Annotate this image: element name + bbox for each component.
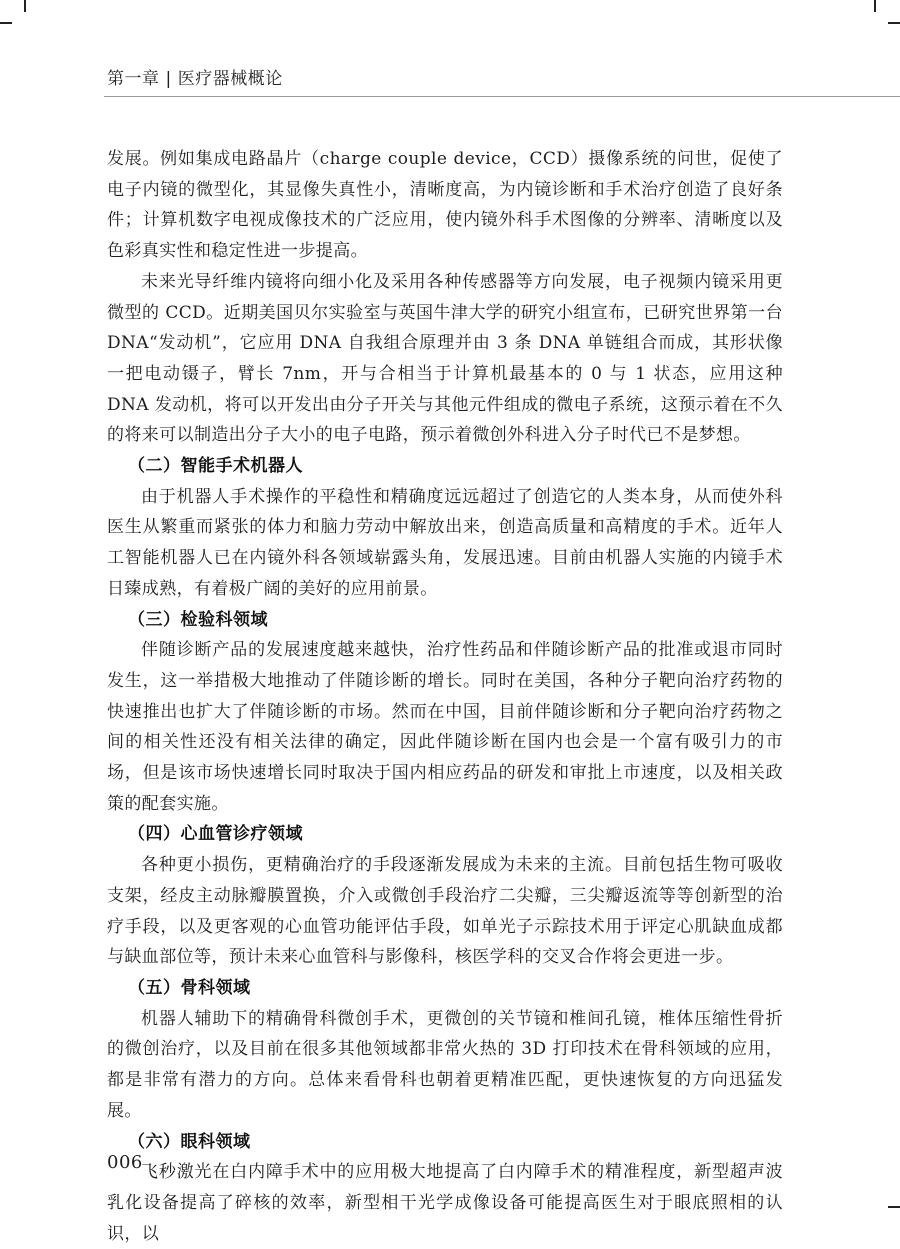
- body-paragraph: 由于机器人手术操作的平稳性和精确度远远超过了创造它的人类本身，从而使外科医生从繁重而紧张的体力和脑力劳动中解放出来，创造高质量和高精度的手术。近年人工智能机器人已在内镜外科各领域崭露头角，发展迅速。目前由机器人实施的内镜手术日臻成熟，有着极广阔的美好的应用前景。: [107, 486, 783, 599]
- chapter-title: 医疗器械概论: [177, 69, 283, 89]
- crop-mark-top-left-h: [0, 22, 12, 24]
- section-heading: （三）检验科领域: [128, 609, 268, 630]
- running-head: [107, 64, 283, 89]
- body-paragraph: 飞秒激光在白内障手术中的应用极大地提高了白内障手术的精准程度，新型超声波乳化设备提高了碎核的效率，新型相干光学成像设备可能提高医生对于眼底照相的认识，以: [107, 1162, 783, 1244]
- crop-mark-top-left: [24, 0, 26, 12]
- page-body: [107, 144, 783, 1249]
- header-rule: [104, 96, 900, 97]
- body-paragraph: 机器人辅助下的精确骨科微创手术，更微创的关节镜和椎间孔镜，椎体压缩性骨折的微创治疗，以及目前在很多其他领域都非常火热的 3D 打印技术在骨科领域的应用，都是非常有潜力的方向。总体来看骨科也朝着更精准匹配，更快速恢复的方向迅猛发展。: [107, 1008, 783, 1121]
- section-heading: （四）心血管诊疗领域: [128, 824, 303, 845]
- section-heading: （二）智能手术机器人: [128, 456, 303, 477]
- body-paragraph: 各种更小损伤，更精确治疗的手段逐渐发展成为未来的主流。目前包括生物可吸收支架，经皮主动脉瓣膜置换，介入或微创手段治疗二尖瓣，三尖瓣返流等等创新型的治疗手段，以及更客观的心血管功能评估手段，如单光子示踪技术用于评定心肌缺血成都与缺血部位等，预计未来心血管科与影像科，核医学科的交叉合作将会更进一步。: [107, 855, 783, 968]
- chapter-label: 第一章: [107, 69, 160, 89]
- crop-mark-bottom-right: [888, 1206, 900, 1208]
- section-heading: （五）骨科领域: [128, 977, 251, 998]
- section-heading: （六）眼科领域: [128, 1131, 251, 1152]
- crop-mark-top-right-h: [888, 22, 900, 24]
- header-separator: |: [165, 69, 172, 89]
- body-paragraph: 伴随诊断产品的发展速度越来越快，治疗性药品和伴随诊断产品的批准或退市同时发生，这一举措极大地推动了伴随诊断的增长。同时在美国，各种分子靶向治疗药物的快速推出也扩大了伴随诊断的市场。然而在中国，目前伴随诊断和分子靶向治疗药物之间的相关性还没有相关法律的确定，因此伴随诊断在国内也会是一个富有吸引力的市场，但是该市场快速增长同时取决于国内相应药品的研发和审批上市速度，以及相关政策的配套实施。: [107, 640, 783, 814]
- crop-mark-top-right: [874, 0, 876, 12]
- body-paragraph: 未来光导纤维内镜将向细小化及采用各种传感器等方向发展，电子视频内镜采用更微型的 CCD。近期美国贝尔实验室与英国牛津大学的研究小组宣布，已研究世界第一台 DNA“发动机”，它应用 DNA 自我组合原理并由 3 条 DNA 单链组合而成，其形状像一把电动镊子，臂长 7nm，开与合相当于计算机最基本的 0 与 1 状态，应用这种 DNA 发动机，将可以开发出由分子开关与其他元件组成的微电子系统，这预示着在不久的将来可以制造出分子大小的电子电路，预示着微创外科进入分子时代已不是梦想。: [107, 271, 783, 446]
- body-paragraph: 发展。例如集成电路晶片（charge couple device，CCD）摄像系统的问世，促使了电子内镜的微型化，其显像失真性小，清晰度高，为内镜诊断和手术治疗创造了良好条件；计算机数字电视成像技术的广泛应用，使内镜外科手术图像的分辨率、清晰度以及色彩真实性和稳定性进一步提高。: [107, 149, 783, 262]
- page-number: 006: [107, 1152, 143, 1173]
